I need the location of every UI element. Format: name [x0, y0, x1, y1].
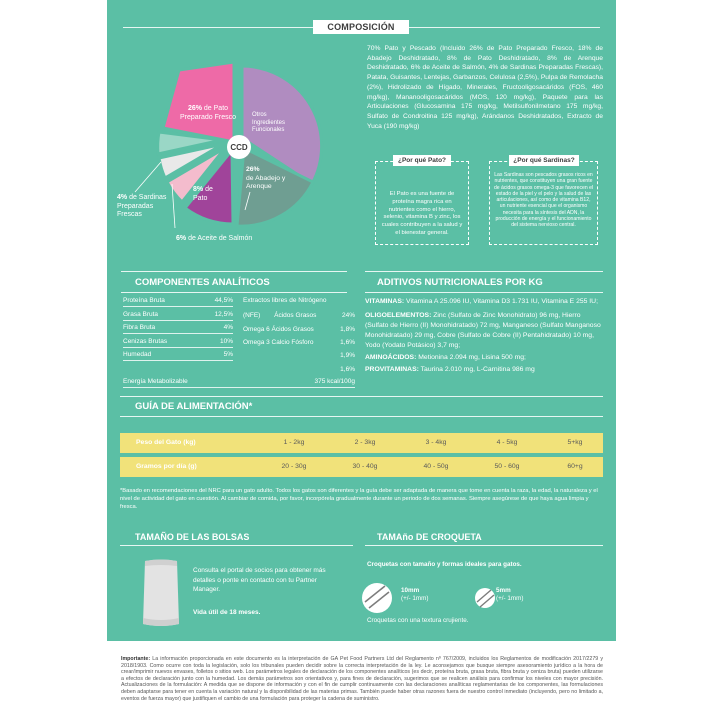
feeding-row-weight	[120, 433, 603, 453]
aditivos-provit	[365, 365, 603, 375]
croqueta-rule	[365, 545, 603, 546]
pie-pct-abadejo: 26%	[246, 166, 260, 173]
analiticos-title: COMPONENTES ANALÍTICOS	[135, 277, 270, 288]
aditivos-oligo-value: Zinc (Sulfato de Zinc Monohidrato) 96 mg, Hierro (Sulfato de Hierro (II) Monohidratado) 72 mg, Manganeso (Sulfato Manganoso Monohidratado) 29 mg, Cobre (Sulfato de Cobre (II) Pentahidratado) 10 mg, Yodo (Yodato Potásico) 3,7 mg;	[365, 312, 601, 349]
aditivos-amino-value: Metionina 2.094 mg, Lisina 500 mg;	[416, 354, 526, 361]
feeding-cell: 4 - 5kg	[496, 439, 518, 446]
pie-slice-pato-fresco	[163, 62, 237, 142]
analitico-underline	[123, 306, 233, 307]
feeding-cell: 5+kg	[567, 439, 583, 446]
aditivos-rule-top	[365, 271, 603, 272]
feeding-cell: 60+g	[567, 463, 583, 470]
analitico-key: Fibra Bruta	[123, 324, 156, 331]
croqueta-top-text: Croquetas con tamaño y formas ideales para gatos.	[367, 561, 522, 568]
pie-pct-pato-fresco: 26%	[187, 105, 202, 112]
analitico-row	[123, 323, 233, 334]
analitico-underline	[123, 347, 233, 348]
aditivos-provit-value: Taurina 2.010 mg, L-Carnitina 986 mg	[418, 366, 535, 373]
analiticos-rule-top	[121, 271, 347, 272]
analitico-underline	[123, 360, 233, 361]
aditivos-vitaminas-value: Vitamina A 25.096 IU, Vitamina D3 1.731 IU, Vitamina E 255 IU;	[404, 298, 598, 305]
kibble-small-mm: 5mm	[496, 587, 511, 594]
kibble-small-tol: (+/- 1mm)	[496, 595, 524, 602]
pie-text-pato-fresco: de Pato Preparado Fresco	[179, 105, 237, 121]
composicion-text: 70% Pato y Pescado (Incluido 26% de Pato Preparado Fresco, 18% de Abadejo Deshidratado, 8% de Pato Deshidratado, 8% de Arenque Deshidratado, 6% de Aceite de Salmón, 4% de Sardinas Preparadas Frescas), Patata, Guisantes, Lentejas, Garbanzos, Celulosa (2,5%), Pulpa de Remolacha (2%), Hidrolizado de Hígado, Minerales, Fructooligosacáridos (FOS, 460 mg/kg), Mananooligosacáridos (MOS, 120 mg/kg), Paquete para las Articulaciones (Glucosamina 175 mg/kg, Metilsulfonilmetano 175 mg/kg, Sulfato de Condroitina 125 mg/kg), Arándanos Deshidratados, Extracto de Yuca (190 mg/kg)	[367, 45, 603, 130]
analitico-underline	[123, 320, 233, 321]
bolsas-shelf-life: Vida útil de 18 meses.	[193, 609, 261, 616]
analitico-key: Cenizas Brutas	[123, 338, 168, 345]
aditivos-text	[365, 297, 603, 375]
analitico-col2-key: Omega 6 Ácidos Grasos	[243, 326, 314, 333]
pie-text-sardinas: de Sardinas Preparadas Frescas	[117, 194, 167, 219]
aditivos-amino-key: AMINOÁCIDOS:	[365, 354, 417, 361]
legal-footer-text: La información proporcionada en este documento es la interpretación de GA Pet Food Partners Ltd del Reglamento nº 767/2009, incluidos los Reglamentos de modificación 2017/2279 y 2018/1903. Como ocurre con toda la legislación, solo los tribunales pueden decidir sobre la correcta interpretación de la ley. Le aconsejamos que busque siempre asesoramiento jurídico a la hora de crear/imprimir nuevos envases, folletos o sitios web. Los parámetros legales de declaración de los componentes analíticos (es decir, proteína bruta, grasa bruta, fibra bruta y ceniza bruta) pueden utilizarse a efectos de declaración junto con la humedad. Los demás parámetros son orientativos y, para fines de declaración, sugerimos que se realicen análisis para confirmar los niveles con mayor precisión. Actualizaciones de la formulación: A medida que se dispone de información y con el fin de cumplir continuamente con las declaraciones analíticas reglamentarias de los componentes, las formulaciones deben adaptarse para tener en cuenta la variación natural y la disponibilidad de las materias primas. También puede haber otras razones fuera de nuestro control inmediato (incluyendo, pero no limitado a, eventos de fuerza mayor) que justifiquen el cambio de una formulación para proteger la cadena de suministro.	[121, 656, 603, 702]
pie-pct-sardinas: 4%	[117, 194, 128, 201]
kibble-large-tol: (+/- 1mm)	[401, 595, 429, 602]
analitico-underline	[123, 333, 233, 334]
analitico-col2-value: 1,9%	[340, 352, 355, 359]
spec-sheet-panel	[107, 0, 616, 641]
analitico-col2-r0	[243, 297, 355, 306]
analitico-row	[123, 296, 233, 307]
analitico-value: 4%	[223, 324, 233, 331]
analiticos-rule-bottom	[121, 292, 347, 293]
analitico-col2-r1	[243, 312, 355, 321]
feeding-cell: 2 - 3kg	[354, 439, 376, 446]
kibble-small-icon	[471, 584, 499, 612]
aditivos-oligo-key: OLIGOELEMENTOS:	[365, 312, 432, 319]
aditivos-vitaminas-key: VITAMINAS:	[365, 298, 405, 305]
analitico-col2-value: 24%	[341, 312, 355, 319]
aditivos-oligo	[365, 311, 603, 351]
analitico-col2-key2: Ácidos Grasos	[274, 312, 317, 319]
analitico-key: Proteína Bruta	[123, 297, 165, 304]
legal-footer	[121, 656, 603, 702]
aditivos-amino	[365, 353, 603, 363]
feeding-cell: 1 - 2kg	[283, 439, 305, 446]
analitico-row	[123, 310, 233, 321]
analitico-row	[123, 350, 233, 361]
pie-text-otros: Otros Ingredientes Funcionales	[252, 112, 286, 134]
sardinas-info-title: ¿Por qué Sardinas?	[509, 155, 579, 166]
croqueta-title: TAMAño DE CROQUETA	[377, 532, 482, 542]
kibble-large-icon	[357, 578, 397, 618]
feeding-row-label: Gramos por día (g)	[136, 463, 197, 470]
kibble-small-size	[496, 587, 523, 603]
bolsas-title: TAMAÑO DE LAS BOLSAS	[135, 532, 250, 542]
analitico-col2-key: Omega 3 Calcio Fósforo	[243, 339, 314, 346]
analitico-col2-r3	[243, 339, 355, 348]
analitico-col2-r2	[243, 326, 355, 335]
pie-label-sardinas	[117, 194, 171, 220]
feeding-cell: 40 - 50g	[423, 463, 449, 470]
pie-label-abadejo	[246, 166, 304, 192]
aditivos-vitaminas	[365, 297, 603, 307]
analitico-col2-value: 1,6%	[340, 339, 355, 346]
feeding-row-grams	[120, 457, 603, 477]
composicion-rule-left	[123, 27, 313, 28]
analitico-col2-key: Extractos libres de Nitrógeno	[243, 297, 327, 304]
composicion-rule-right	[409, 27, 600, 28]
guia-rule-top	[120, 396, 603, 397]
guia-note: *Basado en recomendaciones del NRC para un gato adulto. Todos los gatos son diferentes y la guía debe ser adaptada de manera que tome en cuenta la raza, la edad, la naturaleza y el nivel de actividad del gato en cuestión. Al cambiar de comida, por favor, incorpórela gradualmente durante un periodo de dos semanas. Siempre asegúrese de que haya agua limpia y fresca.	[120, 488, 598, 510]
feeding-cell: 20 - 30g	[281, 463, 307, 470]
pie-pct-salmon: 6%	[176, 235, 187, 242]
pie-label-salmon	[176, 235, 296, 242]
guia-title: GUÍA DE ALIMENTACIÓN*	[135, 401, 253, 412]
composicion-title: COMPOSICIÓN	[313, 20, 409, 34]
analitico-value: 5%	[223, 351, 233, 358]
analitico-value: 10%	[219, 338, 233, 345]
analitico-value: 44,5%	[214, 297, 233, 304]
pato-info-title: ¿Por qué Pato?	[393, 155, 451, 166]
aditivos-title: ADITIVOS NUTRICIONALES POR KG	[377, 277, 543, 288]
aditivos-provit-key: PROVITAMINAS:	[365, 366, 419, 373]
analitico-col2-value: 1,6%	[340, 366, 355, 373]
energy-row	[123, 377, 355, 388]
feeding-cell: 50 - 60g	[494, 463, 520, 470]
energy-value: 375 kcal/100g	[314, 378, 355, 385]
analitico-key: Humedad	[123, 351, 152, 358]
analitico-row	[123, 337, 233, 348]
pie-label-otros	[252, 112, 300, 135]
pie-label-pato-fresco	[179, 104, 237, 122]
pie-leader-sardinas	[135, 162, 161, 192]
pie-center-text: CCD	[230, 143, 248, 152]
energy-key: Energía Metabolizable	[123, 378, 188, 385]
analitico-col2-value: 1,8%	[340, 326, 355, 333]
pie-text-salmon: de Aceite de Salmón	[188, 235, 253, 242]
analitico-value: 12,5%	[214, 311, 233, 318]
feeding-cell: 3 - 4kg	[425, 439, 447, 446]
analitico-key: Grasa Bruta	[123, 311, 159, 318]
kibble-large-mm: 10mm	[401, 587, 420, 594]
legal-footer-bold: Importante:	[121, 656, 151, 662]
analitico-col2-key: (NFE)	[243, 312, 261, 319]
pie-text-pato-seco: de Pato	[193, 186, 213, 202]
guia-rule-bottom	[120, 416, 603, 417]
aditivos-rule-bottom	[365, 292, 603, 293]
bolsas-rule	[120, 545, 353, 546]
feeding-cell: 30 - 40g	[352, 463, 378, 470]
croqueta-bottom-text: Croquetas con una textura crujiente.	[367, 617, 469, 624]
feeding-row-label: Peso del Gato (kg)	[136, 439, 196, 446]
pato-info-text: El Pato es una fuente de proteína magra rica en nutrientes como el hierro, selenio, vitamina B y zinc, los cuales contribuyen a la salud y el bienestar general.	[381, 191, 463, 236]
bolsas-text: Consulta el portal de socios para obtener más detalles o ponte en contacto con tu Partner Manager.	[193, 567, 326, 594]
pie-text-abadejo: de Abadejo y Arenque	[246, 174, 286, 191]
composition-pie-chart	[107, 32, 357, 257]
pie-pct-pato-seco: 8%	[193, 186, 204, 193]
pie-label-pato-seco	[193, 185, 223, 203]
sardinas-info-text: Las Sardinas son pescados grasos ricos en nutrientes, que constituyen una gran fuente de ácidos grasos omega-3 que favorecen el estado de la piel y el pelo y la salud de las articulaciones, así como de vitamina B12, un nutriente esencial que el organismo necesita para la síntesis del ADN, la producción de energía y el funcionamiento del sistema nervioso central.	[493, 172, 594, 229]
energy-underline	[123, 387, 355, 388]
food-bag-image	[141, 558, 181, 628]
kibble-large-size	[401, 587, 428, 603]
